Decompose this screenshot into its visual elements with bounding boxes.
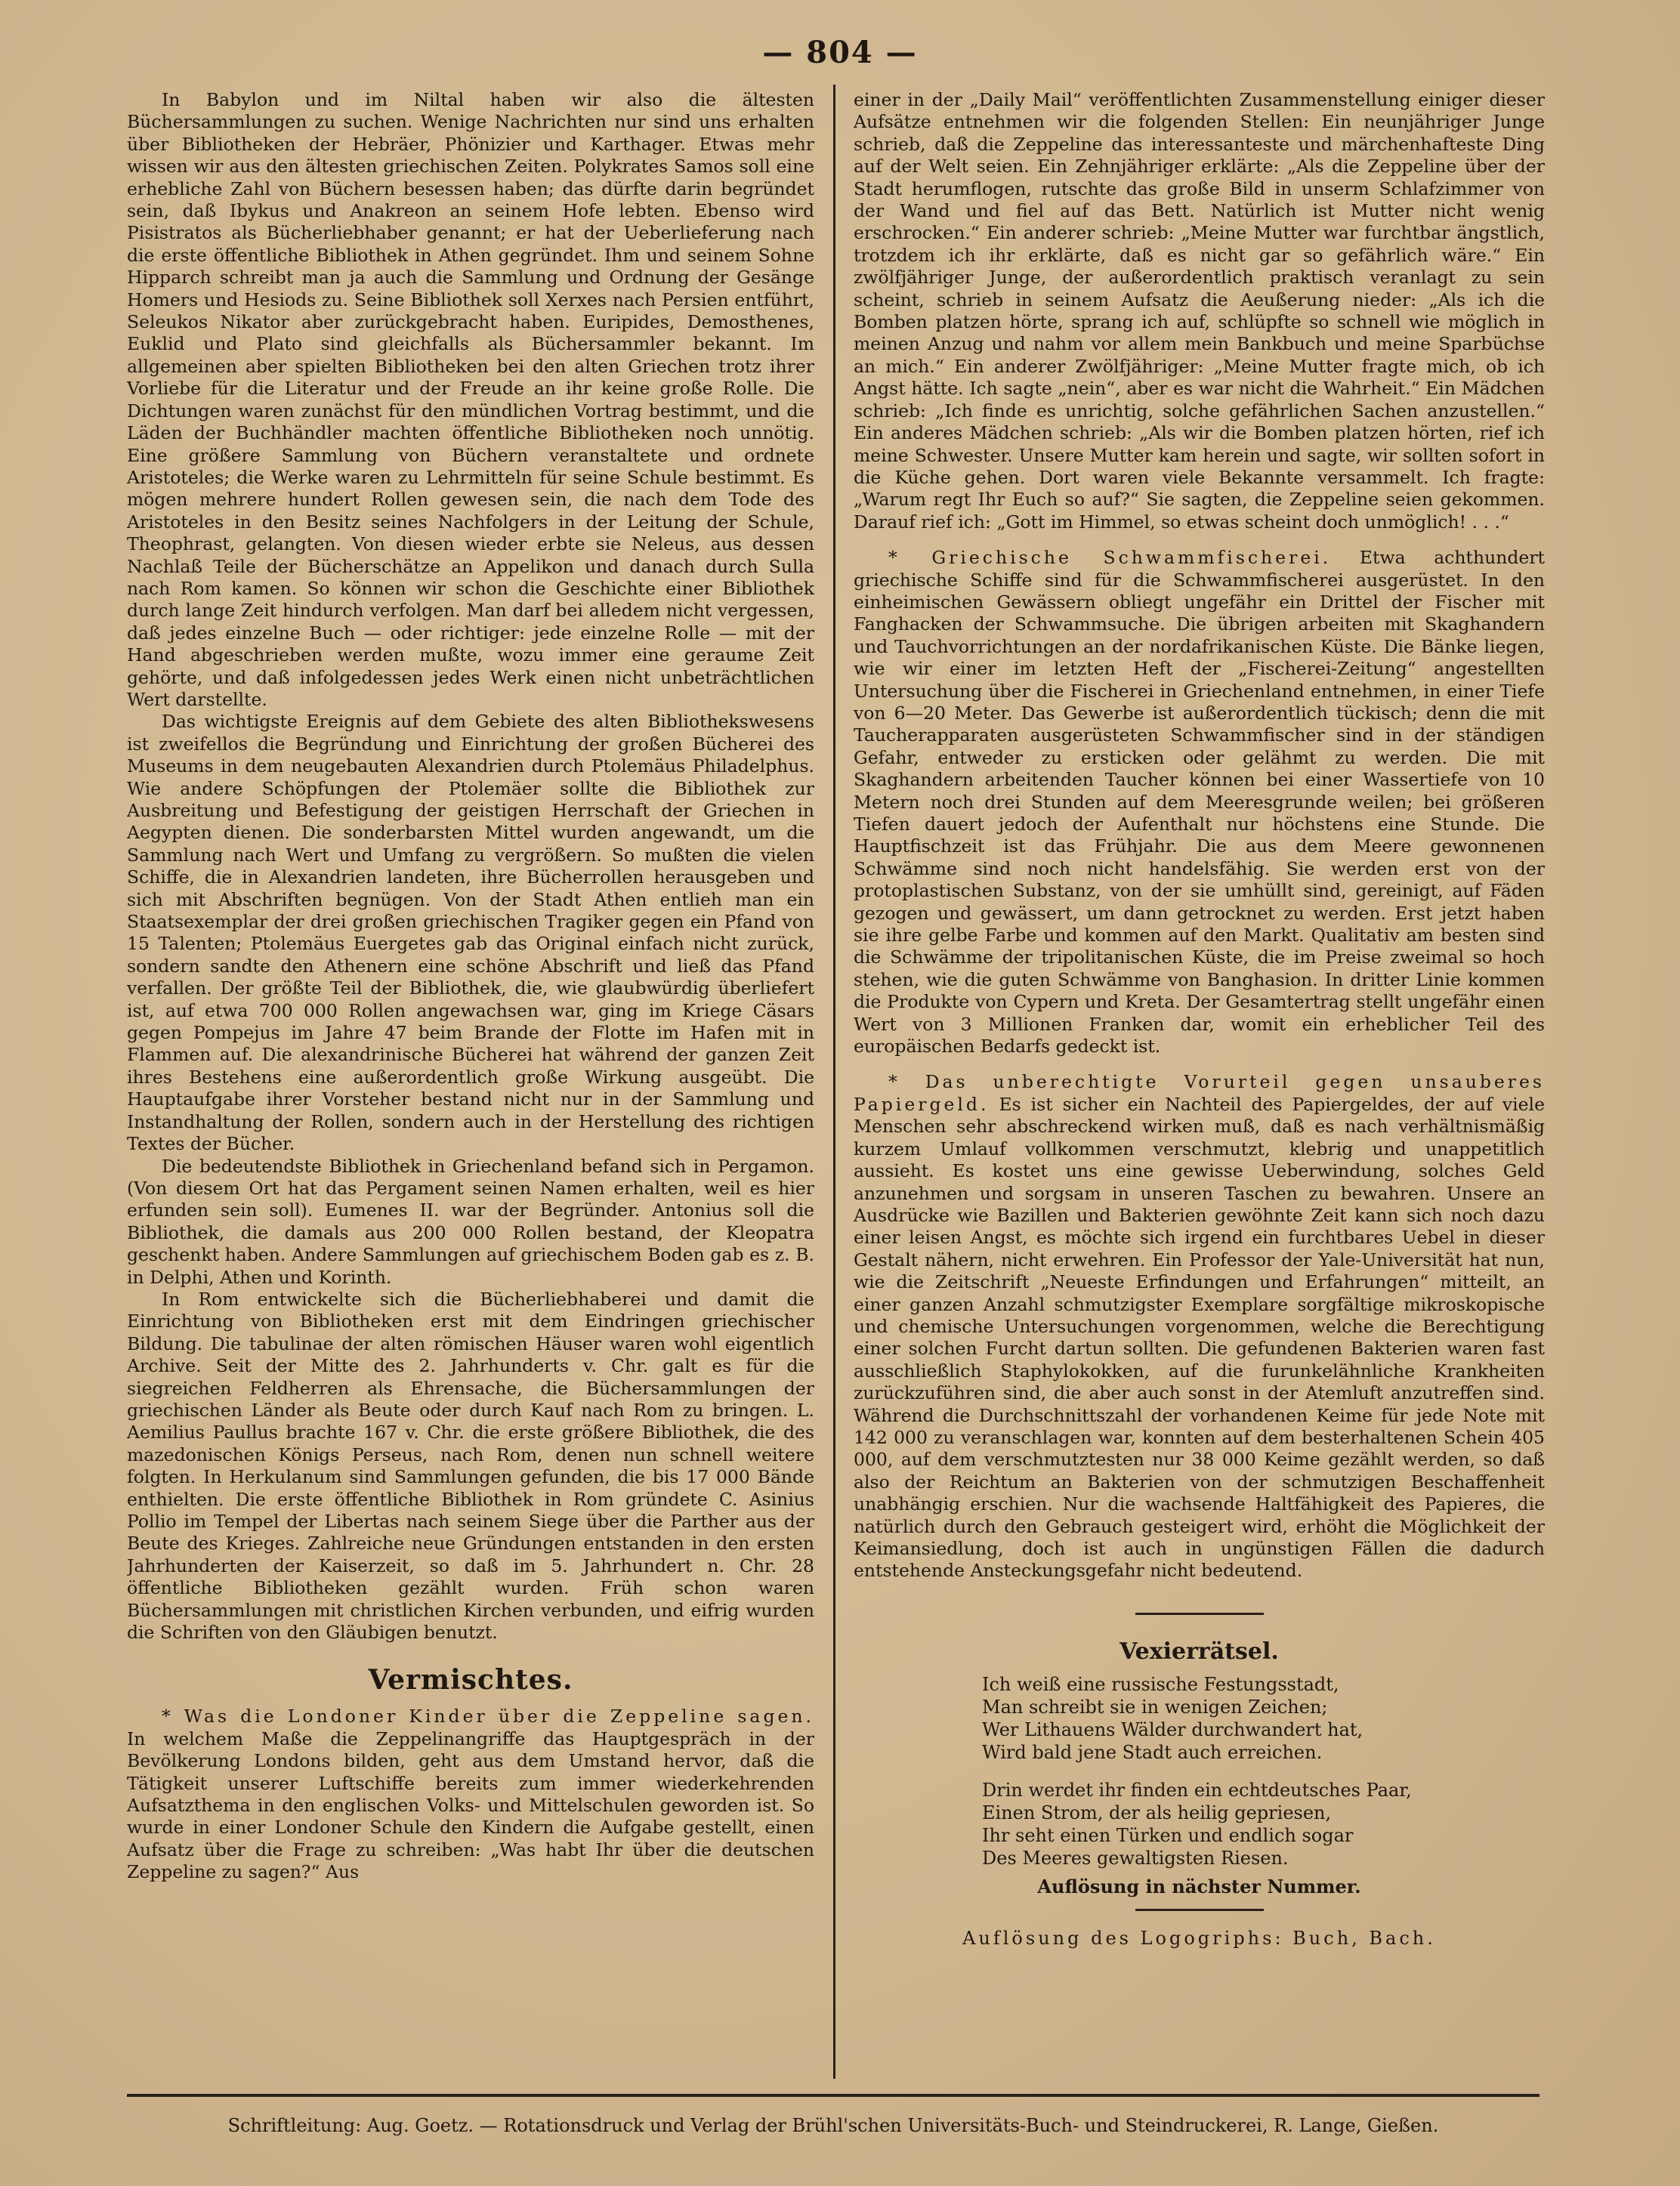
- divider-rule: [1135, 1909, 1264, 1911]
- verse-line: Drin werdet ihr finden ein echtdeutsches Paar,: [982, 1780, 1412, 1802]
- right-column: [854, 89, 1545, 2068]
- article-zeppeline-continuation: einer in der „Daily Mail“ veröffentlichten Zusammenstellung einiger dieser Aufsätze entnehmen wir die folgenden Stellen: Ein neunjähriger Junge schrieb, daß die Zeppeline das interessanteste und märchenhafteste Ding auf der Welt seien. Ein Zehnjähriger erklärte: „Als die Zeppeline über der Stadt herumflogen, rutschte das große Bild in unserm Schlafzimmer von der Wand und fiel auf das Bett. Natürlich ist Mutter nicht wenig erschrocken.“ Ein anderer schrieb: „Meine Mutter war furchtbar ängstlich, trotzdem ich ihr erklärte, daß es nicht gar so gefährlich wäre.“ Ein zwölfjähriger Junge, der außerordentlich praktisch veranlagt zu sein scheint, schrieb in seinem Aufsatz die Aeußerung nieder: „Als ich die Bomben platzen hörte, sprang ich auf, schlüpfte so schnell wie möglich in meinen Anzug und nahm vor allem mein Bankbuch und meine Sparbüchse an mich.“ Ein anderer Zwölfjähriger: „Meine Mutter fragte mich, ob ich Angst hätte. Ich sagte „nein“, aber es war nicht die Wahrheit.“ Ein Mädchen schrieb: „Ich finde es unrichtig, solche gefährlichen Sachen anzustellen.“ Ein anderes Mädchen schrieb: „Als wir die Bomben platzen hörten, rief ich meine Schwester. Unsere Mutter kam herein und sagte, wir sollten sofort in die Küche gehen. Dort waren viele Bekannte versammelt. Ich fragte: „Warum regt Ihr Euch so auf?“ Sie sagten, die Zeppeline seien gekommen. Darauf rief ich: „Gott im Himmel, so etwas scheint doch unmöglich! . . .“: [854, 89, 1545, 533]
- riddle-answer-note: Auflösung in nächster Nummer.: [1037, 1876, 1361, 1898]
- logogriph-solution: Auflösung des Logogriphs: Buch, Bach.: [962, 1927, 1436, 1949]
- article-zeppeline: [127, 1706, 814, 1883]
- paragraph-babylon: In Babylon und im Niltal haben wir also die ältesten Büchersammlungen zu suchen. Wenige Nachrichten nur sind uns erhalten über Bibliotheken der Hebräer, Phönizier und Karthager. Etwas mehr wissen wir aus den ältesten griechischen Zeiten. Polykrates Samos soll eine erhebliche Zahl von Büchern besessen haben; das dürfte darin begründet sein, daß Ibykus und Anakreon an seinem Hofe lebten. Ebenso wird Pisistratos als Bücherliebhaber genannt; er hat der Ueberlieferung nach die erste öffentliche Bibliothek in Athen gegründet. Ihm und seinem Sohne Hipparch schreibt man ja auch die Sammlung und Ordnung der Gesänge Homers und Hesiods zu. Seine Bibliothek soll Xerxes nach Persien entführt, Seleukos Nikator aber zurückgebracht haben. Euripides, Demosthenes, Euklid und Plato sind gleichfalls als Büchersammler bekannt. Im allgemeinen aber spielten Bibliotheken bei den alten Griechen trotz ihrer Vorliebe für die Literatur und der Freude an ihr keine große Rolle. Die Dichtungen waren zunächst für den mündlichen Vortrag bestimmt, und die Läden der Buchhändler machten öffentliche Bibliotheken noch unnötig. Eine größere Sammlung von Büchern veranstaltete und ordnete Aristoteles; die Werke waren zu Lehrmitteln für seine Schule bestimmt. Es mögen mehrere hundert Rollen gewesen sein, die nach dem Tode des Aristoteles in den Besitz seines Nachfolgers in der Leitung der Schule, Theophrast, gelangten. Von diesen wieder erbte sie Neleus, aus dessen Nachlaß Teile der Bücherschätze an Appelikon und danach durch Sulla nach Rom kamen. So können wir schon die Geschichte einer Bibliothek durch lange Zeit hindurch verfolgen. Man darf bei alledem nicht vergessen, daß jedes einzelne Buch — oder richtiger: jede einzelne Rolle — mit der Hand abgeschrieben werden mußte, wozu immer eine geraume Zeit gehörte, und daß infolgedessen jedes Werk einen nicht unbeträchtlichen Wert darstellte.: [127, 89, 814, 710]
- footer-rule: [127, 2094, 1539, 2097]
- verse-line: Ich weiß eine russische Festungsstadt,: [982, 1674, 1339, 1696]
- article-schwammfischerei-lead: * Griechische Schwammfischerei.: [888, 547, 1332, 569]
- page-number: — 804 —: [762, 35, 918, 70]
- column-divider: [833, 85, 835, 2079]
- article-papiergeld: [854, 1071, 1545, 1582]
- riddle-title: Vexierrätsel.: [1119, 1638, 1279, 1665]
- article-papiergeld-text: Es ist sicher ein Nachteil des Papiergeldes, der auf viele Menschen sehr abschreckend wirken muß, daß es nach verhältnismäßig kurzem Umlauf vollkommen verschmutzt, klebrig und unappetitlich aussieht. Es kostet uns eine gewisse Ueberwindung, solches Geld anzunehmen und sorgsam in unseren Taschen zu bewahren. Unsere an Ausdrücke wie Bazillen und Bakterien gewöhnte Zeit kann sich noch dazu einer leisen Angst, es möchte sich irgend ein furchtbares Uebel in dieser Gestalt nähern, nicht erwehren. Ein Professor der Yale-Universität hat nun, wie die Zeitschrift „Neueste Erfindungen und Erfahrungen“ mitteilt, an einer ganzen Anzahl schmutzigster Exemplare sorgfältige mikroskopische und chemische Untersuchungen vorgenommen, welche die Berechtigung einer solchen Furcht dartun sollten. Die gefundenen Bakterien waren fast ausschließlich Staphylokokken, auf die furunkelähnliche Krankheiten zurückzuführen sind, die aber auch sonst in der Atemluft anzutreffen sind. Während die Durchschnittszahl der vorhandenen Keime für jede Note mit 142 000 zu veranschlagen war, konnten auf dem besterhaltenen Schein 405 000, auf dem verschmutztesten nur 38 000 Keime gezählt werden, so daß also der Reichtum an Bakterien von der schmutzigen Beschaffenheit unabhängig erschien. Nur die wachsende Haltfähigkeit des Papieres, die natürlich durch den Gebrauch gesteigert wird, erhöht die Möglichkeit der Keimansiedlung, doch ist auch in ungünstigen Fällen die dadurch entstehende Ansteckungsgefahr nicht bedeutend.: [854, 1093, 1545, 1582]
- article-zeppeline-text: In welchem Maße die Zeppelinangriffe das Hauptgespräch in der Bevölkerung Londons bilden, geht aus dem Umstand hervor, daß die Tätigkeit unserer Luftschiffe bereits zum immer wiederkehrenden Aufsatzthema in den englischen Volks- und Mittelschulen geworden ist. So wurde in einer Londoner Schule den Kindern die Aufgabe gestellt, einen Aufsatz über die Frage zu schreiben: „Was habt Ihr über die deutschen Zeppeline zu sagen?“ Aus: [127, 1727, 814, 1883]
- paragraph-pergamon: Die bedeutendste Bibliothek in Griechenland befand sich in Pergamon. (Von diesem Ort hat das Pergament seinen Namen erhalten, weil es hier erfunden sein soll). Eumenes II. war der Begründer. Antonius soll die Bibliothek, die damals aus 200 000 Rollen bestand, der Kleopatra geschenkt haben. Andere Sammlungen auf griechischem Boden gab es z. B. in Delphi, Athen und Korinth.: [127, 1155, 814, 1288]
- verse-line: Man schreibt sie in wenigen Zeichen;: [982, 1697, 1328, 1718]
- imprint-footer: Schriftleitung: Aug. Goetz. — Rotationsdruck und Verlag der Brühl'schen Universitäts-Buch- und Steindruckerei, R. Lange, Gießen.: [227, 2115, 1439, 2136]
- article-schwammfischerei: [854, 547, 1545, 1057]
- section-heading-vermischtes: Vermischtes.: [368, 1664, 573, 1697]
- stanza-gap: [982, 1764, 1545, 1779]
- article-zeppeline-lead: * Was die Londoner Kinder über die Zeppeline sagen.: [162, 1706, 814, 1727]
- article-papiergeld-lead: * Das unberechtigte Vorurteil gegen unsauberes Papiergeld.: [854, 1071, 1545, 1115]
- divider-rule: [1135, 1613, 1264, 1615]
- verse-line: Ihr seht einen Türken und endlich sogar: [982, 1825, 1354, 1847]
- verse-line: Des Meeres gewaltigsten Riesen.: [982, 1848, 1289, 1870]
- left-column: [127, 89, 814, 2068]
- paragraph-rom: In Rom entwickelte sich die Bücherliebhaberei und damit die Einrichtung von Bibliotheken erst mit dem Eindringen griechischer Bildung. Die tabulinae der alten römischen Häuser waren wohl eigentlich Archive. Seit der Mitte des 2. Jahrhunderts v. Chr. galt es für die siegreichen Feldherren als Ehrensache, die Büchersammlungen der griechischen Länder als Beute oder durch Kauf nach Rom zu bringen. L. Aemilius Paullus brachte 167 v. Chr. die erste größere Bibliothek, die des mazedonischen Königs Perseus, nach Rom, denen nun schnell weitere folgten. In Herkulanum sind Sammlungen gefunden, die bis 17 000 Bände enthielten. Die erste öffentliche Bibliothek in Rom gründete C. Asinius Pollio im Tempel der Libertas nach seinem Siege über die Parther aus der Beute des Krieges. Zahlreiche neue Gründungen entstanden in den ersten Jahrhunderten der Kaiserzeit, so daß im 5. Jahrhundert n. Chr. 28 öffentliche Bibliotheken gezählt wurden. Früh schon waren Büchersammlungen mit christlichen Kirchen verbunden, und eifrig wurden die Schriften von den Gläubigen benutzt.: [127, 1288, 814, 1644]
- paragraph-alexandrien: Das wichtigste Ereignis auf dem Gebiete des alten Bibliothekswesens ist zweifellos die Begründung und Einrichtung der großen Bücherei des Museums in dem neugebauten Alexandrien durch Ptolemäus Philadelphus. Wie andere Schöpfungen der Ptolemäer sollte die Bibliothek zur Ausbreitung und Befestigung der geistigen Herrschaft der Griechen in Aegypten dienen. Die sonderbarsten Mittel wurden angewandt, um die Sammlung nach Wert und Umfang zu vergrößern. So mußten die vielen Schiffe, die in Alexandrien landeten, ihre Bücherrollen herausgeben und sich mit Abschriften begnügen. Von der Stadt Athen entlieh man ein Staatsexemplar der drei großen griechischen Tragiker gegen ein Pfand von 15 Talenten; Ptolemäus Euergetes gab das Original einfach nicht zurück, sondern sandte den Athenern eine schöne Abschrift und ließ das Pfand verfallen. Der größte Teil der Bibliothek, die, wie glaubwürdig überliefert ist, auf etwa 700 000 Rollen angewachsen war, ging im Kriege Cäsars gegen Pompejus im Jahre 47 beim Brande der Flotte im Hafen mit in Flammen auf. Die alexandrinische Bücherei hat während der ganzen Zeit ihres Bestehens eine außerordentlich große Wirkung ausgeübt. Die Hauptaufgabe ihrer Vorsteher bestand nicht nur in der Sammlung und Instandhaltung der Rollen, sondern auch in der Herstellung des richtigen Textes der Bücher.: [127, 711, 814, 1155]
- verse-line: Einen Strom, der als heilig gepriesen,: [982, 1802, 1332, 1824]
- verse-line: Wird bald jene Stadt auch erreichen.: [982, 1742, 1323, 1764]
- riddle-verse: [982, 1673, 1545, 1870]
- article-schwammfischerei-text: Etwa achthundert griechische Schiffe sind für die Schwammfischerei ausgerüstet. In den einheimischen Gewässern obliegt ungefähr ein Drittel der Fischer mit Fanghacken der Schwammsuche. Die übrigen arbeiten mit Skaghandern und Tauchvorrichtungen an der nordafrikanischen Küste. Die Bänke liegen, wie wir einer im letzten Heft der „Fischerei-Zeitung“ angestellten Untersuchung über die Fischerei in Griechenland entnehmen, in einer Tiefe von 6—20 Meter. Das Gewerbe ist außerordentlich tückisch; denn die mit Taucherapparaten ausgerüsteten Schwammfischer sind in der ständigen Gefahr, entweder zu ersticken oder gelähmt zu werden. Die mit Skaghandern arbeitenden Taucher können bei einer Wassertiefe von 10 Metern noch drei Stunden auf dem Meeresgrunde weilen; bei größeren Tiefen dauert jedoch der Aufenthalt nur höchstens eine Stunde. Die Hauptfischzeit ist das Frühjahr. Die aus dem Meere gewonnenen Schwämme sind noch nicht handelsfähig. Sie werden erst von der protoplastischen Substanz, von der sie umhüllt sind, gereinigt, auf Fäden gezogen und gewässert, um dann getrocknet zu werden. Erst jetzt haben sie ihre gelbe Farbe und kommen auf den Markt. Qualitativ am besten sind die Schwämme der tripolitanischen Küste, die im Preise zweimal so hoch stehen, wie die guten Schwämme von Banghasion. In dritter Linie kommen die Produkte von Cypern und Kreta. Der Gesamtertrag stellt ungefähr einen Wert von 3 Millionen Franken dar, womit ein erheblicher Teil des europäischen Bedarfs gedeckt ist.: [854, 547, 1545, 1057]
- verse-line: Wer Lithauens Wälder durchwandert hat,: [982, 1719, 1363, 1741]
